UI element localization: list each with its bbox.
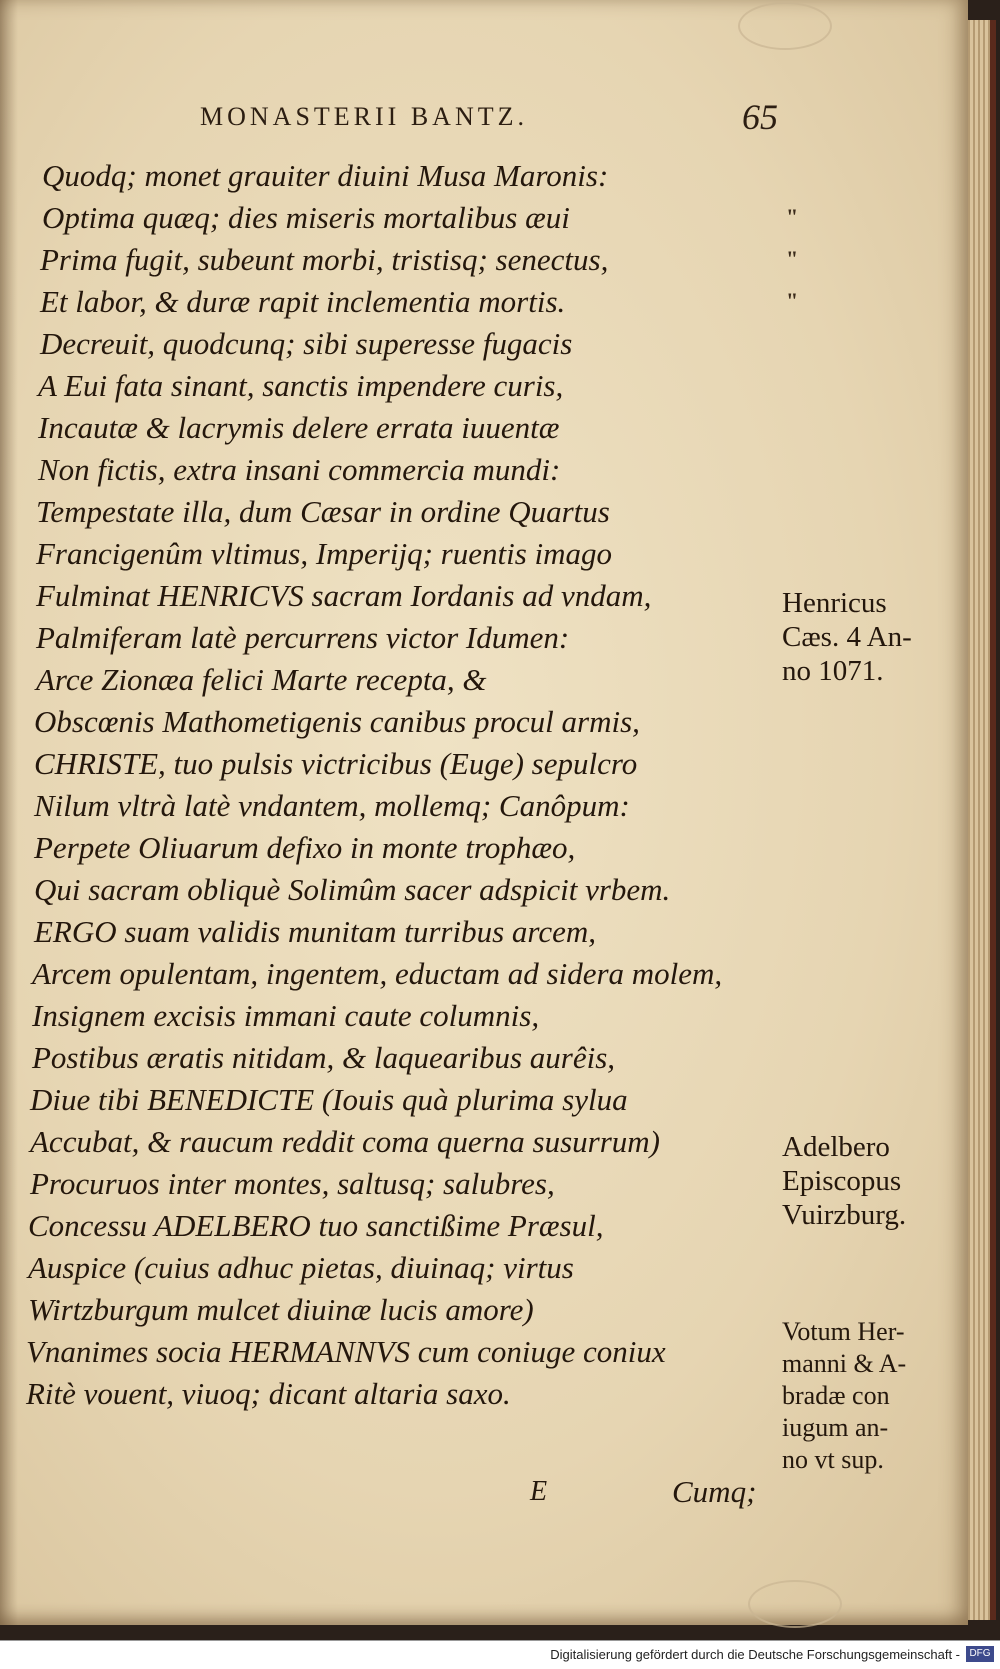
verse-line: Postibus æratis nitidam, & laquearibus aurêis, xyxy=(32,1040,616,1075)
quote-mark: " xyxy=(786,204,799,229)
verse-line: Accubat, & raucum reddit coma querna susurrum) xyxy=(30,1124,660,1159)
verse-line: Qui sacram obliquè Solimûm sacer adspicit vrbem. xyxy=(34,872,671,907)
verse-line: Palmiferam latè percurrens victor Idumen: xyxy=(36,620,570,655)
margin-note-adelbero: Adelbero Episcopus Vuirzburg. xyxy=(782,1131,907,1231)
quote-mark: " xyxy=(786,246,799,271)
verse-line: Arce Zionæa felici Marte recepta, & xyxy=(36,662,487,697)
margin-note-votum: Votum Her- manni & A- bradæ con iugum an- no vt sup. xyxy=(782,1317,907,1474)
verse-line: Incautæ & lacrymis delere errata iuuentæ xyxy=(38,410,560,445)
verse-line: Nilum vltrà latè vndantem, mollemq; Canôpum: xyxy=(34,788,630,823)
verse-line: Francigenûm vltimus, Imperijq; ruentis imago xyxy=(36,536,613,571)
verse-line: ERGO suam validis munitam turribus arcem, xyxy=(34,914,596,949)
verse-line: Arcem opulentam, ingentem, eductam ad sidera molem, xyxy=(32,956,723,991)
margin-note-henricus: Henricus Cæs. 4 An- no 1071. xyxy=(782,587,912,687)
verse-line: Fulminat HENRICVS sacram Iordanis ad vndam, xyxy=(36,578,652,613)
verse-line: Wirtzburgum mulcet diuinæ lucis amore) xyxy=(28,1292,534,1327)
verse-line: Decreuit, quodcunq; sibi superesse fugacis xyxy=(40,326,573,361)
footer-bar xyxy=(0,1640,1000,1669)
verse-line: Tempestate illa, dum Cæsar in ordine Quartus xyxy=(36,494,610,529)
dfg-logo: DFG xyxy=(966,1646,994,1662)
running-title: MONASTERII BANTZ. xyxy=(200,102,528,131)
verse-line: Optima quæq; dies miseris mortalibus æui xyxy=(42,200,570,235)
verse-line: Obscœnis Mathometigenis canibus procul armis, xyxy=(34,704,640,739)
verse-line: Quodq; monet grauiter diuini Musa Maronis: xyxy=(42,158,609,193)
verse-line: Procuruos inter montes, saltusq; salubres, xyxy=(30,1166,555,1201)
verse-line: Et labor, & duræ rapit inclementia mortis. xyxy=(40,284,566,319)
verse-line: Perpete Oliuarum defixo in monte trophæo, xyxy=(34,830,576,865)
verse-line: Diue tibi BENEDICTE (Iouis quà plurima sylua xyxy=(30,1082,628,1117)
verse-line: A Eui fata sinant, sanctis impendere curis, xyxy=(38,368,564,403)
signature-mark: E xyxy=(530,1476,548,1507)
quote-mark: " xyxy=(786,288,799,313)
verse-line: Insignem excisis immani caute columnis, xyxy=(32,998,540,1033)
verse-line: Vnanimes socia HERMANNVS cum coniuge coniux xyxy=(26,1334,666,1369)
verse-line: Prima fugit, subeunt morbi, tristisq; senectus, xyxy=(40,242,609,277)
verse-line: Auspice (cuius adhuc pietas, diuinaq; virtus xyxy=(28,1250,574,1285)
funding-credit: Digitalisierung gefördert durch die Deutsche Forschungsgemeinschaft - xyxy=(550,1647,960,1662)
verse-line: Concessu ADELBERO tuo sanctißime Præsul, xyxy=(28,1208,604,1243)
verse-line: Non fictis, extra insani commercia mundi: xyxy=(38,452,561,487)
verse-line: CHRISTE, tuo pulsis victricibus (Euge) sepulcro xyxy=(34,746,638,781)
catchword: Cumq; xyxy=(672,1474,757,1509)
page-number: 65 xyxy=(742,97,778,137)
verse-line: Ritè vouent, viuoq; dicant altaria saxo. xyxy=(26,1376,511,1411)
